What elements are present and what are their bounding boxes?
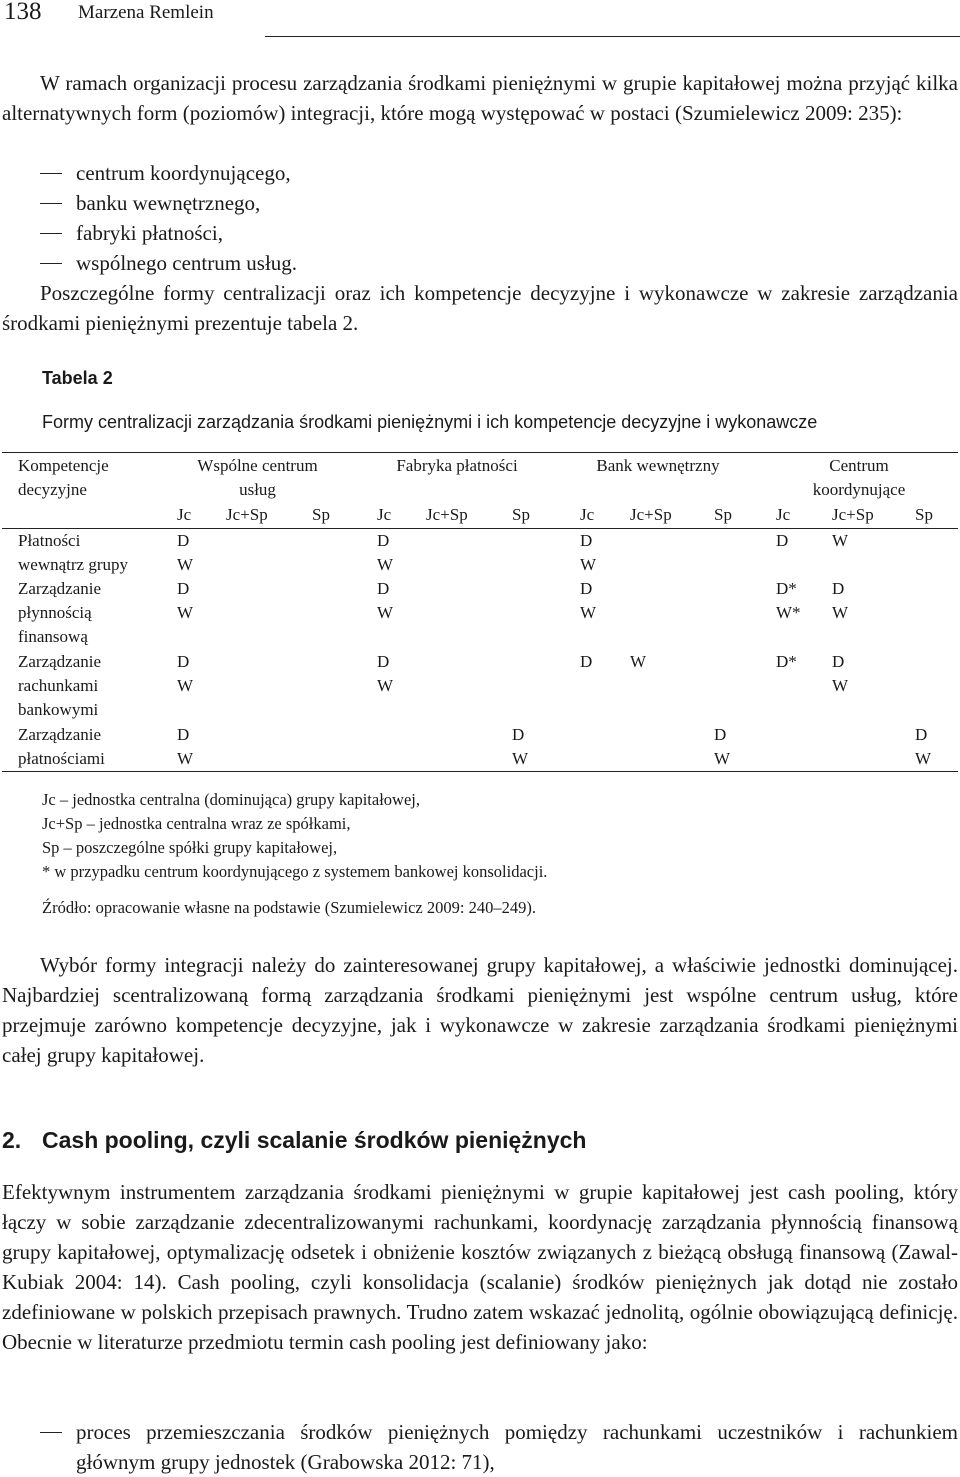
row-label: wewnątrz grupy: [18, 555, 128, 574]
subheader-cell: Jc: [177, 505, 192, 524]
table-cell: D: [580, 579, 593, 598]
table-source: Źródło: opracowanie własne na podstawie (Szumielewicz 2009: 240–249).: [42, 898, 536, 917]
subheader-cell: Jc+Sp: [630, 505, 672, 524]
table-caption: Formy centralizacji zarządzania środkami pieniężnymi i ich kompetencje decyzyjne i wykonawcze: [42, 412, 818, 432]
row-label: Płatności: [18, 531, 81, 550]
table-cell: D: [377, 531, 390, 550]
table-cell: D: [177, 652, 190, 671]
table-cell: D: [714, 725, 727, 744]
integration-choice-paragraph: Wybór formy integracji należy do zainteresowanej grupy kapitałowej, a właściwie jednostki dominującej. Najbardziej scentralizowaną formą zarządzania środkami pieniężnymi jest wspólne centrum usług, które przejmuje zarówno kompetencje decyzyjne, jak i wykonawcze w zakresie zarządzania środkami pieniężnymi całej grupy kapitałowej.: [2, 953, 958, 1067]
subheader-cell: Jc+Sp: [832, 505, 874, 524]
table-cell: W: [177, 603, 194, 622]
row-label: bankowymi: [18, 700, 99, 719]
page-number: 138: [4, 0, 42, 25]
subheader-cell: Sp: [915, 505, 933, 524]
section-title: Cash pooling, czyli scalanie środków pieniężnych: [42, 1127, 587, 1153]
table-cell: D: [580, 652, 593, 671]
table-cell: W: [580, 603, 597, 622]
table-cell: W: [832, 603, 849, 622]
list-item: centrum koordynującego,: [0, 158, 960, 188]
table-cell: D: [177, 579, 190, 598]
subheader-cell: Jc: [776, 505, 791, 524]
table-cell: D: [377, 579, 390, 598]
table-cell: W: [915, 749, 932, 768]
group-header-shared-services: Wspólne centrum usług: [197, 456, 318, 499]
row-label: Zarządzanie: [18, 579, 102, 598]
table-cell: W: [580, 555, 597, 574]
legend-note: Jc+Sp – jednostka centralna wraz ze spółkami,: [42, 814, 351, 833]
running-header: [0, 0, 960, 40]
legend-note: * w przypadku centrum koordynującego z systemem bankowej konsolidacji.: [42, 862, 548, 881]
list-item: banku wewnętrznego,: [0, 188, 960, 218]
table-cell: D: [832, 652, 845, 671]
table-label: Tabela 2: [42, 368, 113, 388]
subheader-cell: Jc+Sp: [426, 505, 468, 524]
corner-header-line: Kompetencje: [18, 456, 109, 475]
section-heading: [2, 1127, 586, 1154]
row-label: Zarządzanie: [18, 652, 102, 671]
table-cell: D: [915, 725, 928, 744]
list-item: proces przemieszczania środków pieniężnych pomiędzy rachunkami uczestników i rachunkiem głównym grupy jednostek (Grabowska 2012: 71),: [0, 1417, 960, 1477]
list-item: fabryki płatności,: [0, 218, 960, 248]
table-cell: W: [177, 555, 194, 574]
table-cell: W: [832, 531, 849, 550]
table-cell: W: [512, 749, 529, 768]
subheader-cell: Sp: [714, 505, 732, 524]
table-cell: W*: [776, 603, 801, 622]
table-cell: W: [377, 676, 394, 695]
running-author: Marzena Remlein: [78, 2, 214, 23]
integration-forms-list: [0, 158, 960, 278]
subheader-cell: Jc+Sp: [226, 505, 268, 524]
row-label: płatnościami: [18, 749, 105, 768]
row-label: rachunkami: [18, 676, 99, 695]
table-cell: W: [377, 603, 394, 622]
table-cell: D*: [776, 652, 797, 671]
table-cell: D: [776, 531, 789, 550]
subheader-cell: Sp: [512, 505, 530, 524]
table-cell: W: [177, 676, 194, 695]
row-label: płynnością: [18, 603, 92, 622]
definition-list: [0, 1417, 960, 1477]
group-header-payment-factory: Fabryka płatności: [396, 456, 518, 475]
row-label: Zarządzanie: [18, 725, 102, 744]
row-label: finansową: [18, 627, 88, 646]
table-header-rule: [2, 528, 958, 529]
section-number: 2.: [2, 1127, 22, 1153]
subheader-cell: Jc: [580, 505, 595, 524]
table-cell: D: [512, 725, 525, 744]
table-cell: D: [177, 531, 190, 550]
intro-paragraph: W ramach organizacji procesu zarządzania środkami pieniężnymi w grupie kapitałowej można przyjąć kilka alternatywnych form (poziomów) integracji, które mogą występować w postaci (Szumielewicz 2009: 235):: [2, 71, 958, 125]
corner-header-line: decyzyjne: [18, 480, 87, 499]
subheader-cell: Jc: [377, 505, 392, 524]
table-cell: W: [177, 749, 194, 768]
table-cell: D: [832, 579, 845, 598]
table-cell: W: [377, 555, 394, 574]
table-reference-paragraph: Poszczególne formy centralizacji oraz ich kompetencje decyzyjne i wykonawcze w zakresie zarządzania środkami pieniężnymi prezentuje tabela 2.: [2, 281, 958, 335]
header-rule: [265, 36, 960, 37]
table-cell: D: [580, 531, 593, 550]
table-cell: W: [630, 652, 647, 671]
table-bottom-rule: [2, 771, 958, 772]
group-header-coordination-centre: Centrum koordynujące: [812, 456, 906, 499]
table-cell: D: [377, 652, 390, 671]
table-cell: W: [714, 749, 731, 768]
group-header-in-house-bank: Bank wewnętrzny: [596, 456, 720, 475]
table-cell: D*: [776, 579, 797, 598]
legend-note: Jc – jednostka centralna (dominująca) grupy kapitałowej,: [42, 790, 420, 809]
table-cell: W: [832, 676, 849, 695]
table-cell: D: [177, 725, 190, 744]
table-top-rule: [2, 452, 958, 453]
list-item: wspólnego centrum usług.: [0, 248, 960, 278]
subheader-cell: Sp: [312, 505, 330, 524]
legend-note: Sp – poszczególne spółki grupy kapitałowej,: [42, 838, 338, 857]
cash-pooling-paragraph: Efektywnym instrumentem zarządzania środkami pieniężnymi w grupie kapitałowej jest cash pooling, który łączy w sobie zarządzanie zdecentralizowanymi rachunkami, koordynację zarządzania płynnością finansową grupy kapitałowej, optymalizację odsetek i obniżenie kosztów związanych z bieżącą obsługą finansową (Zawal-Kubiak 2004: 14). Cash pooling, czyli konsolidacja (scalanie) środków pieniężnych jak dotąd nie zostało zdefiniowane w polskich przepisach prawnych. Trudno zatem wskazać jednolitą, ogólnie obowiązującą definicję. Obecnie w literaturze przedmiotu termin cash pooling jest definiowany jako:: [2, 1180, 958, 1354]
